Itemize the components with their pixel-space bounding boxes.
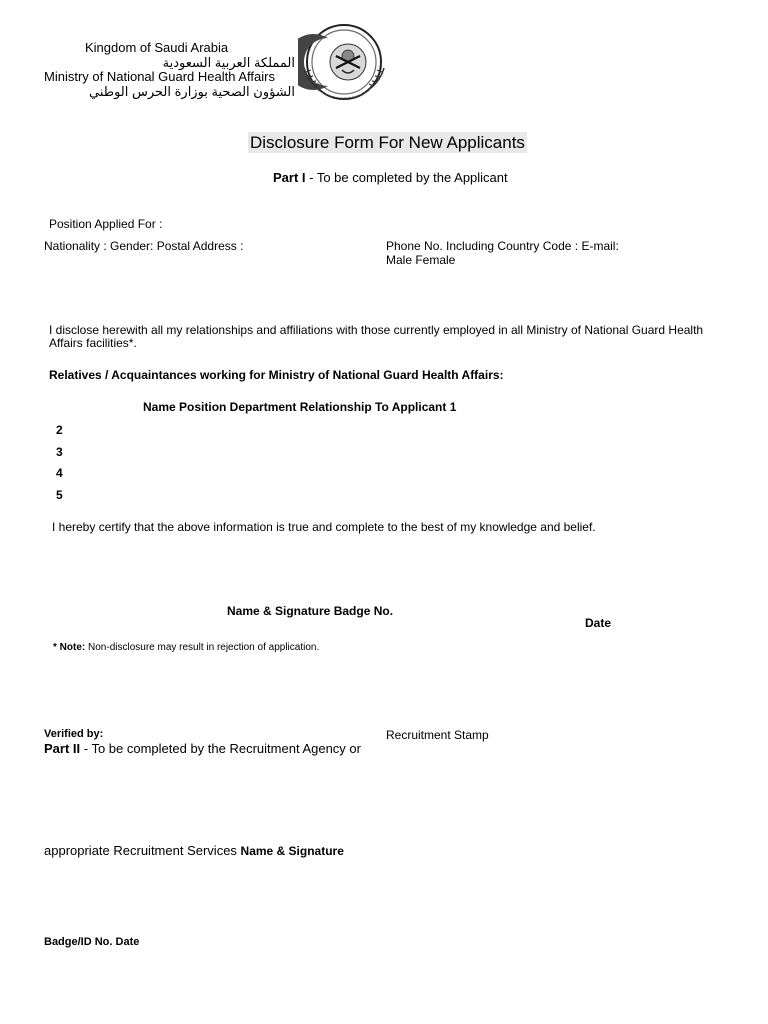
- disclosure-statement-line2: Affairs facilities*.: [49, 336, 137, 350]
- part1-label: Part I: [273, 170, 306, 185]
- position-applied-label: Position Applied For :: [49, 217, 163, 231]
- relatives-heading: Relatives / Acquaintances working for Ministry of National Guard Health Affairs:: [49, 368, 504, 382]
- phone-email-label: Phone No. Including Country Code : E-mail:: [386, 239, 619, 253]
- recruitment-services-text: appropriate Recruitment Services: [44, 843, 241, 858]
- part2-heading: [44, 741, 361, 756]
- table-row-number: 3: [56, 445, 63, 459]
- country-name-ar: المملكة العربية السعودية: [162, 55, 295, 70]
- name-signature-label: Name & Signature: [240, 844, 344, 858]
- certification-statement: I hereby certify that the above information is true and complete to the best of my knowledge and belief.: [52, 520, 596, 534]
- date-label: Date: [585, 616, 612, 630]
- verified-by-label: Verified by:: [44, 728, 104, 740]
- ministry-name-en: Ministry of National Guard Health Affairs: [44, 69, 275, 84]
- country-name-en: Kingdom of Saudi Arabia: [85, 40, 229, 55]
- ministry-emblem-icon: [298, 20, 394, 104]
- part1-heading: [273, 170, 508, 185]
- note-label: * Note:: [53, 642, 86, 653]
- part2-description: - To be completed by the Recruitment Agency or: [80, 741, 361, 756]
- table-row-number: 4: [56, 466, 63, 480]
- recruitment-services-line: [44, 843, 344, 858]
- note-text: Non-disclosure may result in rejection of application.: [85, 642, 320, 653]
- table-row-number: 5: [56, 488, 63, 502]
- relatives-table-header: Name Position Department Relationship To Applicant 1: [143, 400, 457, 414]
- table-row-number: 2: [56, 423, 63, 437]
- part1-description: - To be completed by the Applicant: [305, 170, 508, 185]
- ministry-name-ar: الشؤون الصحية بوزارة الحرس الوطني: [88, 84, 295, 99]
- badge-id-date-label: Badge/ID No. Date: [44, 936, 140, 948]
- note: [53, 642, 319, 653]
- name-signature-badge-label: Name & Signature Badge No.: [227, 604, 394, 618]
- nationality-gender-address-label: Nationality : Gender: Postal Address :: [44, 239, 244, 253]
- gender-options: Male Female: [386, 253, 456, 267]
- recruitment-stamp-label: Recruitment Stamp: [386, 728, 489, 742]
- form-title: Disclosure Form For New Applicants: [250, 133, 525, 152]
- part2-label: Part II: [44, 741, 81, 756]
- disclosure-statement-line1: I disclose herewith all my relationships and affiliations with those currently employed in all Ministry of National Guard Health: [49, 323, 704, 337]
